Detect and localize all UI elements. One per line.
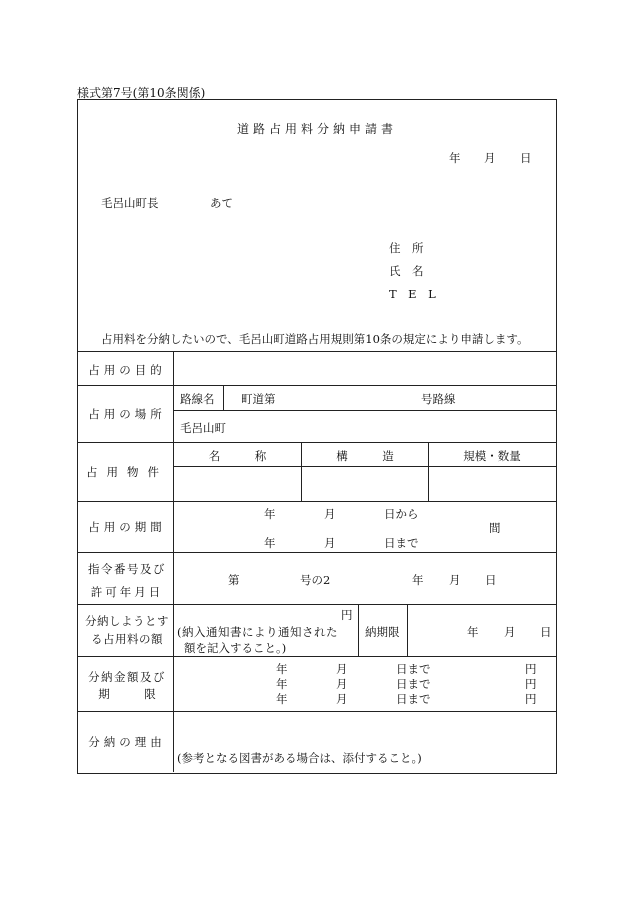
objects-label: 占用物件 <box>86 465 168 479</box>
fee-label-1: 分納しようとす <box>85 614 169 628</box>
period-to-year: 年 <box>264 536 276 550</box>
installment-2-year: 年 <box>276 677 288 691</box>
route-prefix: 町道第 <box>241 392 276 406</box>
date-day: 日 <box>520 151 532 165</box>
period-from-day: 日から <box>384 507 419 521</box>
col-structure-header: 構 造 <box>336 449 394 463</box>
installment-2-day: 日まで <box>396 677 431 691</box>
permit-day: 日 <box>485 573 497 587</box>
installment-3-day: 日まで <box>396 692 431 706</box>
fee-deadline-year: 年 <box>467 625 479 639</box>
installment-1-year: 年 <box>276 662 288 676</box>
applicant-name-label: 氏 名 <box>389 264 424 278</box>
addressee-name: 毛呂山町長 <box>101 196 159 210</box>
route-suffix: 号路線 <box>421 392 456 406</box>
period-from-month: 月 <box>324 507 336 521</box>
period-from-year: 年 <box>264 507 276 521</box>
form-title: 道路占用料分納申請書 <box>236 122 397 136</box>
purpose-label: 占用の目的 <box>88 363 166 377</box>
fee-deadline-day: 日 <box>540 625 552 639</box>
reason-note: (参考となる図書がある場合は、添付すること。) <box>177 751 422 765</box>
fee-deadline-label: 納期限 <box>365 625 400 639</box>
period-label: 占用の期間 <box>88 520 166 534</box>
period-span: 間 <box>489 521 501 535</box>
period-to-day: 日まで <box>384 536 419 550</box>
fee-note-2: 額を記入すること。) <box>184 641 287 655</box>
installment-1-day: 日まで <box>396 662 431 676</box>
addressee-suffix: あて <box>210 196 233 210</box>
place-town: 毛呂山町 <box>180 421 226 435</box>
permit-no-suffix: 号の2 <box>300 573 331 587</box>
installment-1-yen: 円 <box>525 662 537 676</box>
permit-label-1: 指令番号及び <box>88 562 166 576</box>
fee-deadline-month: 月 <box>504 625 516 639</box>
application-statement: 占用料を分納したいので、毛呂山町道路占用規則第10条の規定により申請します。 <box>101 332 529 346</box>
applicant-address-label: 住 所 <box>389 241 424 255</box>
permit-label-2: 許可年月日 <box>90 585 164 599</box>
permit-year: 年 <box>412 573 424 587</box>
permit-no-prefix: 第 <box>228 573 240 587</box>
fee-note-1: (納入通知書により通知された <box>177 625 338 639</box>
date-month: 月 <box>484 151 496 165</box>
fee-yen: 円 <box>341 608 353 622</box>
permit-month: 月 <box>449 573 461 587</box>
installments-label-1: 分納金額及び <box>88 670 166 684</box>
applicant-tel-label: T E L <box>389 287 436 301</box>
installment-1-month: 月 <box>336 662 348 676</box>
installment-3-year: 年 <box>276 692 288 706</box>
installments-label-2: 期 限 <box>98 687 156 701</box>
place-label: 占用の場所 <box>88 407 166 421</box>
route-name-label: 路線名 <box>180 392 215 406</box>
reason-label: 分納の理由 <box>88 735 166 749</box>
installment-3-yen: 円 <box>525 692 537 706</box>
date-year: 年 <box>449 151 461 165</box>
fee-label-2: る占用料の額 <box>91 632 163 646</box>
installment-2-yen: 円 <box>525 677 537 691</box>
col-scale-header: 規模・数量 <box>463 449 521 463</box>
installment-3-month: 月 <box>336 692 348 706</box>
installment-2-month: 月 <box>336 677 348 691</box>
form-number: 様式第7号(第10条関係) <box>77 86 206 100</box>
period-to-month: 月 <box>324 536 336 550</box>
col-name-header: 名 称 <box>208 449 267 463</box>
